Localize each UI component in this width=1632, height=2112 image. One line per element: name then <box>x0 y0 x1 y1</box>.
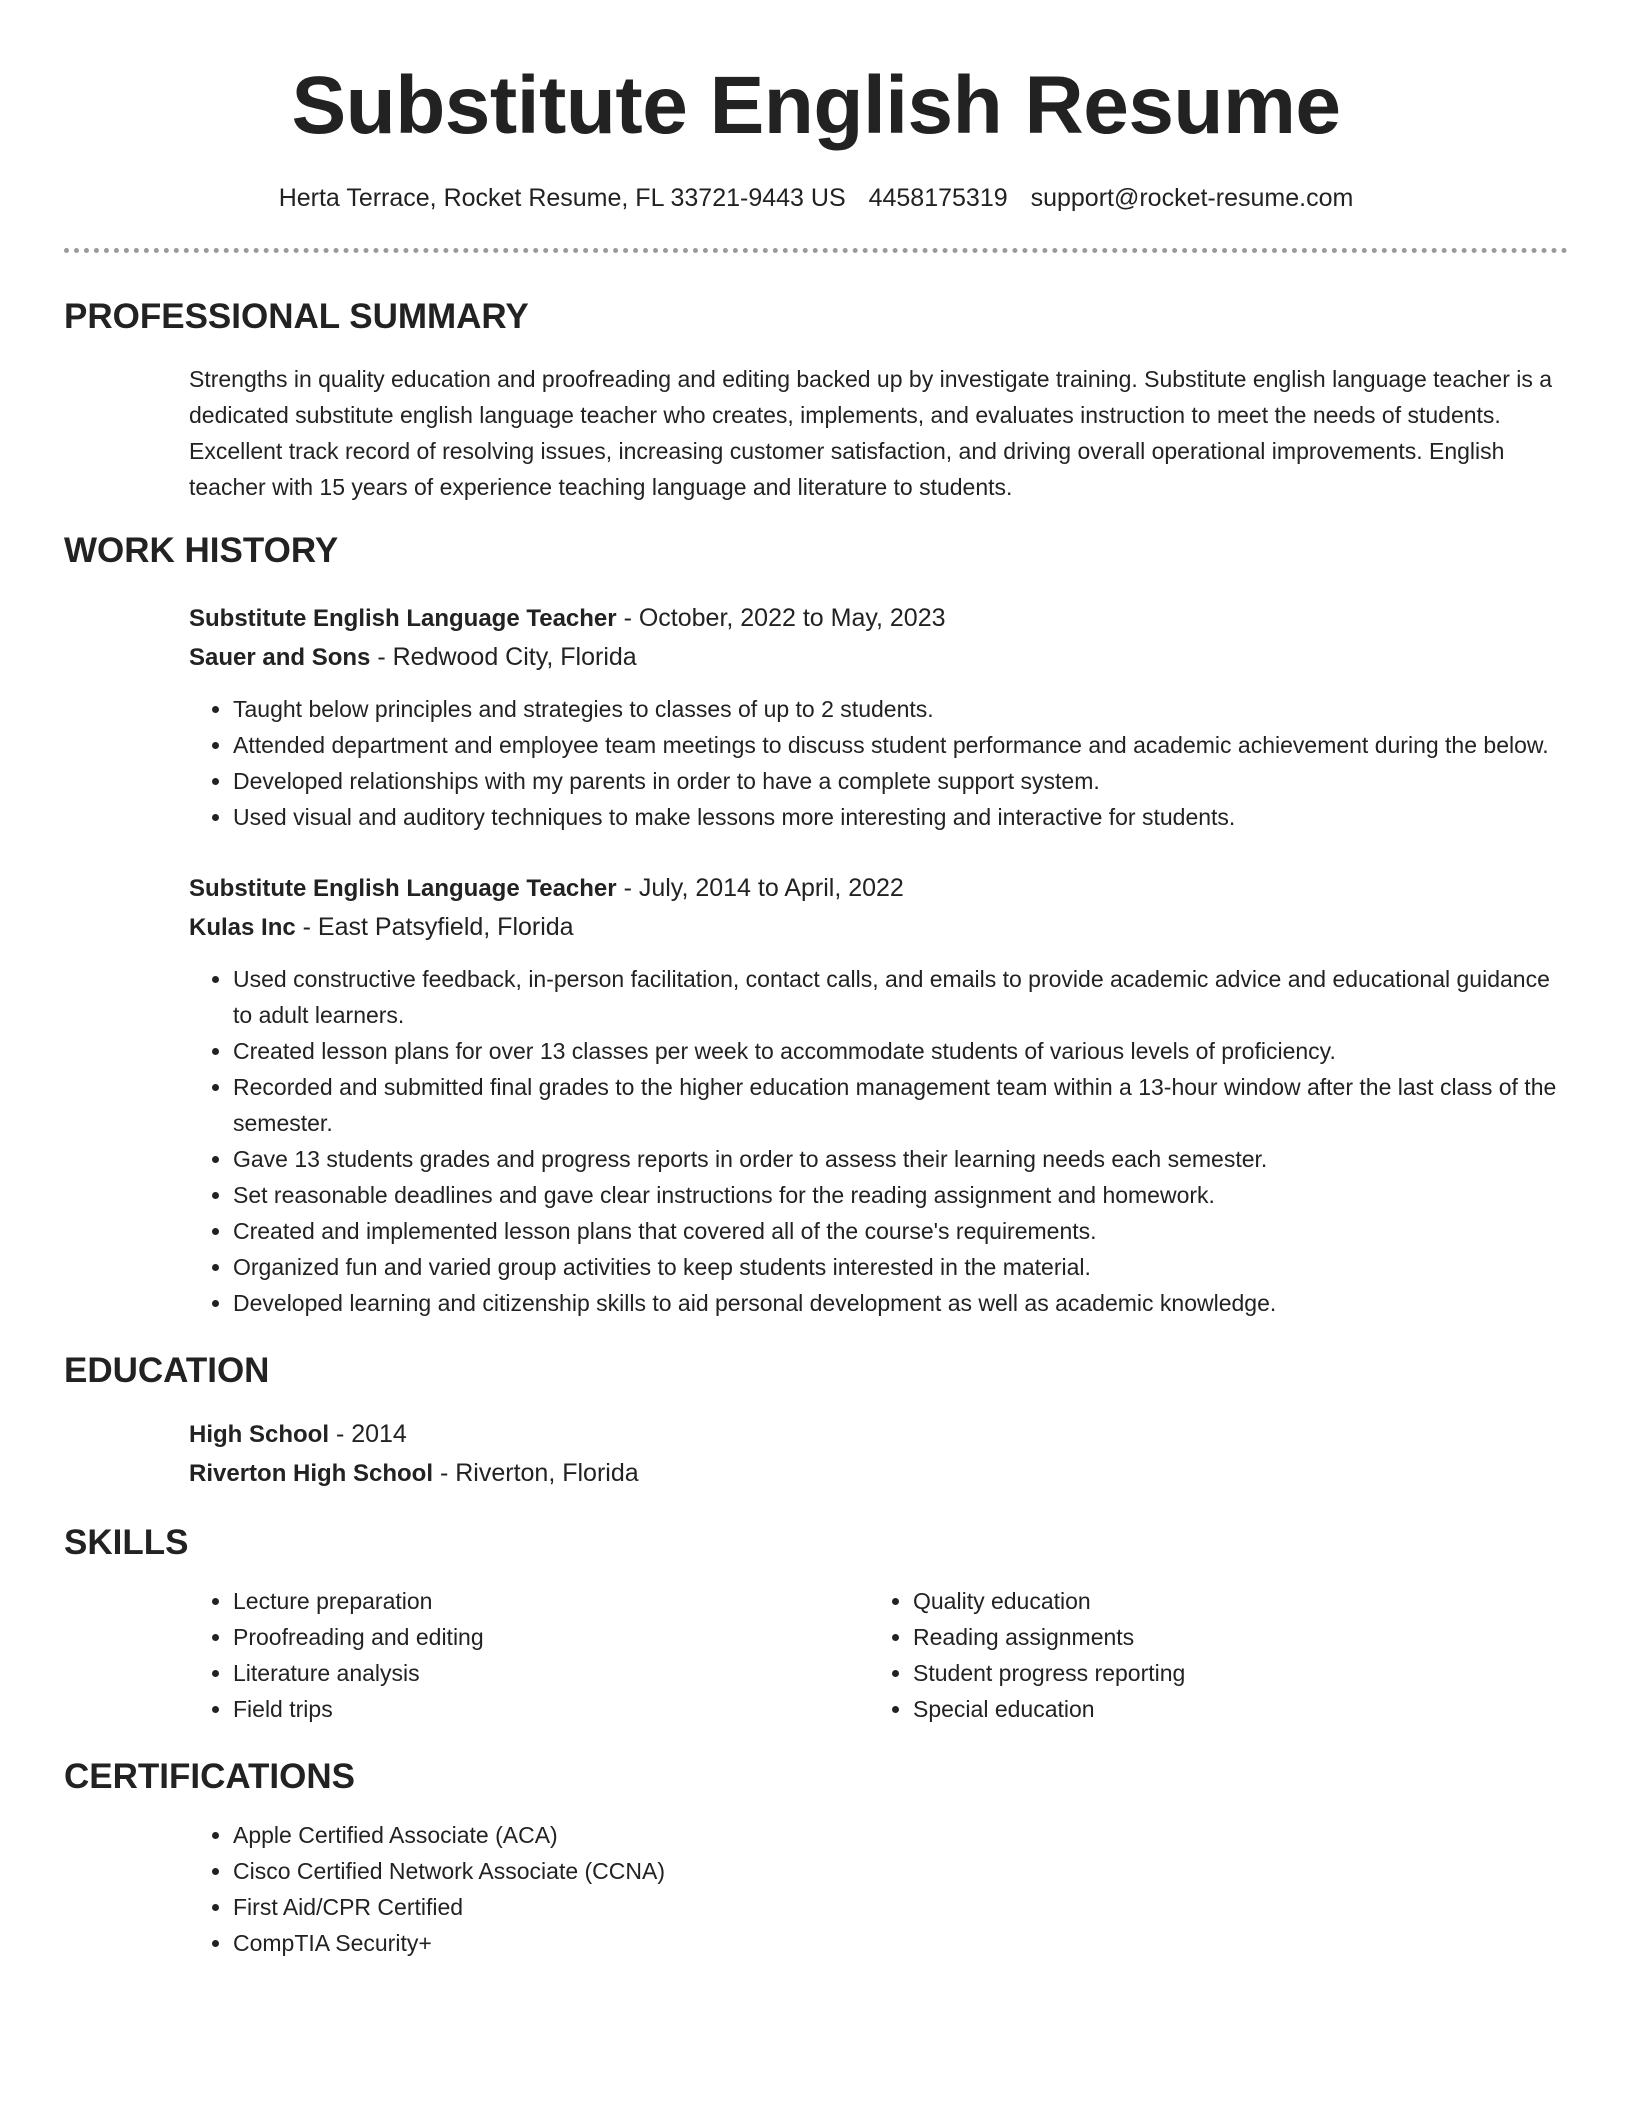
certifications-list <box>189 1817 1568 1961</box>
job-title-line <box>189 869 1568 908</box>
list-item: • Attended department and employee team meetings to discuss student performance and academic achievement during the below. <box>233 727 1568 763</box>
education-degree: High School <box>189 1421 329 1448</box>
work-history-heading: WORK HISTORY <box>64 531 339 570</box>
summary-section <box>64 297 1568 505</box>
list-item: • Recorded and submitted final grades to the higher education management team within a 13-hour window after the last class of the semester. <box>233 1069 1568 1141</box>
job-location: - East Patsyfield, Florida <box>295 913 574 941</box>
list-item: • Student progress reporting <box>913 1655 1549 1691</box>
list-item: • CompTIA Security+ <box>233 1925 1568 1961</box>
skills-grid <box>189 1583 1568 1727</box>
job-company-line <box>189 908 1568 947</box>
job-bullets <box>189 691 1568 835</box>
list-item: • Lecture preparation <box>233 1583 869 1619</box>
skills-right-list <box>869 1583 1549 1727</box>
job-dates: - October, 2022 to May, 2023 <box>616 604 946 632</box>
list-item: • Proofreading and editing <box>233 1619 869 1655</box>
list-item: • Reading assignments <box>913 1619 1549 1655</box>
list-item: • Developed learning and citizenship skills to aid personal development as well as academic knowledge. <box>233 1285 1568 1321</box>
list-item: • Cisco Certified Network Associate (CCNA) <box>233 1853 1568 1889</box>
job-entry <box>189 869 1568 1321</box>
education-section <box>64 1351 1568 1493</box>
list-item: • Organized fun and varied group activities to keep students interested in the material. <box>233 1249 1568 1285</box>
list-item: • Apple Certified Associate (ACA) <box>233 1817 1568 1853</box>
education-heading: EDUCATION <box>64 1351 270 1390</box>
certifications-heading: CERTIFICATIONS <box>64 1757 356 1796</box>
job-dates: - July, 2014 to April, 2022 <box>616 874 904 902</box>
job-bullets <box>189 961 1568 1321</box>
list-item: • Used constructive feedback, in-person facilitation, contact calls, and emails to provide academic advice and educational guidance to adult learners. <box>233 961 1568 1033</box>
work-history-section <box>64 531 1568 1321</box>
education-year: - 2014 <box>329 1420 407 1448</box>
contact-email: support@rocket-resume.com <box>1030 184 1354 212</box>
contact-phone: 4458175319 <box>868 184 1008 212</box>
resume-title: Substitute English Resume <box>291 60 1341 151</box>
contact-info <box>64 182 1568 214</box>
education-school-line <box>189 1454 1568 1493</box>
list-item: • Created and implemented lesson plans that covered all of the course's requirements. <box>233 1213 1568 1249</box>
summary-text: Strengths in quality education and proofreading and editing backed up by investigate training. Substitute english language teacher is a dedicated substitute english language teacher who creates, implements, and evaluates instruction to meet the needs of students. Excellent track record of resolving issues, increasing customer satisfaction, and driving overall operational improvements. English teacher with 15 years of experience teaching language and literature to students. <box>189 366 1553 500</box>
list-item: • Gave 13 students grades and progress reports in order to assess their learning needs each semester. <box>233 1141 1568 1177</box>
job-title-line <box>189 599 1568 638</box>
education-degree-line <box>189 1415 1568 1454</box>
education-school: Riverton High School <box>189 1460 434 1487</box>
job-title: Substitute English Language Teacher <box>189 605 617 632</box>
list-item: • Created lesson plans for over 13 classes per week to accommodate students of various levels of proficiency. <box>233 1033 1568 1069</box>
job-company-line <box>189 638 1568 677</box>
job-entry <box>189 599 1568 835</box>
job-company: Kulas Inc <box>189 914 296 941</box>
skills-heading: SKILLS <box>64 1523 189 1562</box>
list-item: • Set reasonable deadlines and gave clear instructions for the reading assignment and homework. <box>233 1177 1568 1213</box>
job-location: - Redwood City, Florida <box>370 643 637 671</box>
list-item: • Taught below principles and strategies to classes of up to 2 students. <box>233 691 1568 727</box>
header-divider <box>64 248 1568 253</box>
skills-left-list <box>189 1583 869 1727</box>
list-item: • Special education <box>913 1691 1549 1727</box>
job-company: Sauer and Sons <box>189 644 371 671</box>
certifications-section <box>64 1757 1568 1961</box>
skills-section <box>64 1523 1568 1727</box>
contact-address: Herta Terrace, Rocket Resume, FL 33721-9443 US <box>278 184 846 212</box>
education-location: - Riverton, Florida <box>433 1459 639 1487</box>
summary-heading: PROFESSIONAL SUMMARY <box>64 297 529 336</box>
list-item: • Developed relationships with my parents in order to have a complete support system. <box>233 763 1568 799</box>
job-title: Substitute English Language Teacher <box>189 875 617 902</box>
list-item: • Literature analysis <box>233 1655 869 1691</box>
list-item: • Quality education <box>913 1583 1549 1619</box>
list-item: • First Aid/CPR Certified <box>233 1889 1568 1925</box>
list-item: • Used visual and auditory techniques to make lessons more interesting and interactive for students. <box>233 799 1568 835</box>
list-item: • Field trips <box>233 1691 869 1727</box>
